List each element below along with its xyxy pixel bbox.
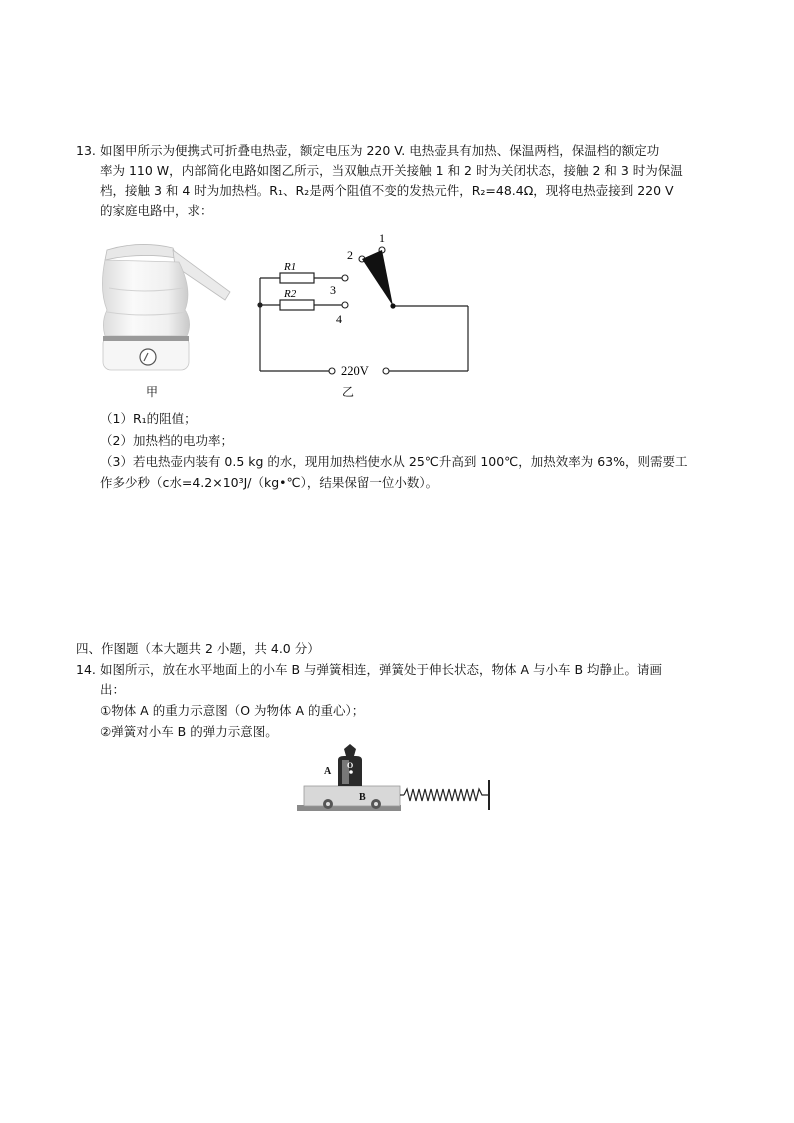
r2-label: R2 [284, 288, 297, 300]
supply-voltage-label: 220V [341, 364, 369, 378]
kettle-figure [95, 240, 240, 380]
figure-jia-caption: 甲 [146, 385, 159, 399]
q13-text-line4: 的家庭电路中，求： [100, 203, 213, 218]
q14-text-line1: 如图所示，放在水平地面上的小车 B 与弹簧相连，弹簧处于伸长状态，物体 A 与小车 B 均静止。请画 [100, 662, 663, 677]
q13-sub2: （2）加热档的电功率； [100, 433, 233, 448]
q14-number: 14. [76, 662, 96, 677]
q14-item1: ①物体 A 的重力示意图（O 为物体 A 的重心）； [100, 703, 365, 718]
q13-sub3-line1: （3）若电热壶内装有 0.5 kg 的水，现用加热档使水从 25℃升高到 100℃，加热效率为 63%，则需要工 [100, 454, 688, 469]
q14-text-line2: 出： [100, 682, 126, 697]
block-a-label: A [324, 766, 332, 777]
q13-text-line1: 如图甲所示为便携式可折叠电热壶，额定电压为 220 V. 电热壶具有加热、保温两档，保温档的额定功 [100, 143, 660, 158]
r1-label: R1 [284, 261, 297, 273]
q13-text-line3: 档，接触 3 和 4 时为加热档。R₁、R₂是两个阻值不变的发热元件，R₂=48.4Ω，现将电热壶接到 220 V [100, 183, 674, 198]
cart-b-label: B [359, 792, 366, 803]
section-heading: 四、作图题（本大题共 2 小题，共 4.0 分） [76, 641, 320, 656]
contact-1-label: 1 [379, 231, 385, 245]
contact-4-label: 4 [336, 312, 342, 326]
q14-item2: ②弹簧对小车 B 的弹力示意图。 [100, 724, 278, 739]
cart-spring-figure [292, 742, 502, 816]
q13-sub3-line2: 作多少秒（c水=4.2×10³J/（kg•℃），结果保留一位小数）。 [100, 475, 439, 490]
q13-sub1: （1）R₁的阻值； [100, 411, 197, 426]
q13-number: 13. [76, 143, 96, 158]
contact-2-label: 2 [347, 248, 353, 262]
q13-text-line2: 率为 110 W，内部简化电路如图乙所示，当双触点开关接触 1 和 2 时为关闭状态，接触 2 和 3 时为保温 [100, 163, 683, 178]
center-o-label: O [347, 761, 354, 770]
contact-3-label: 3 [330, 283, 336, 297]
figure-yi-caption: 乙 [342, 385, 355, 399]
circuit-figure [250, 228, 480, 388]
